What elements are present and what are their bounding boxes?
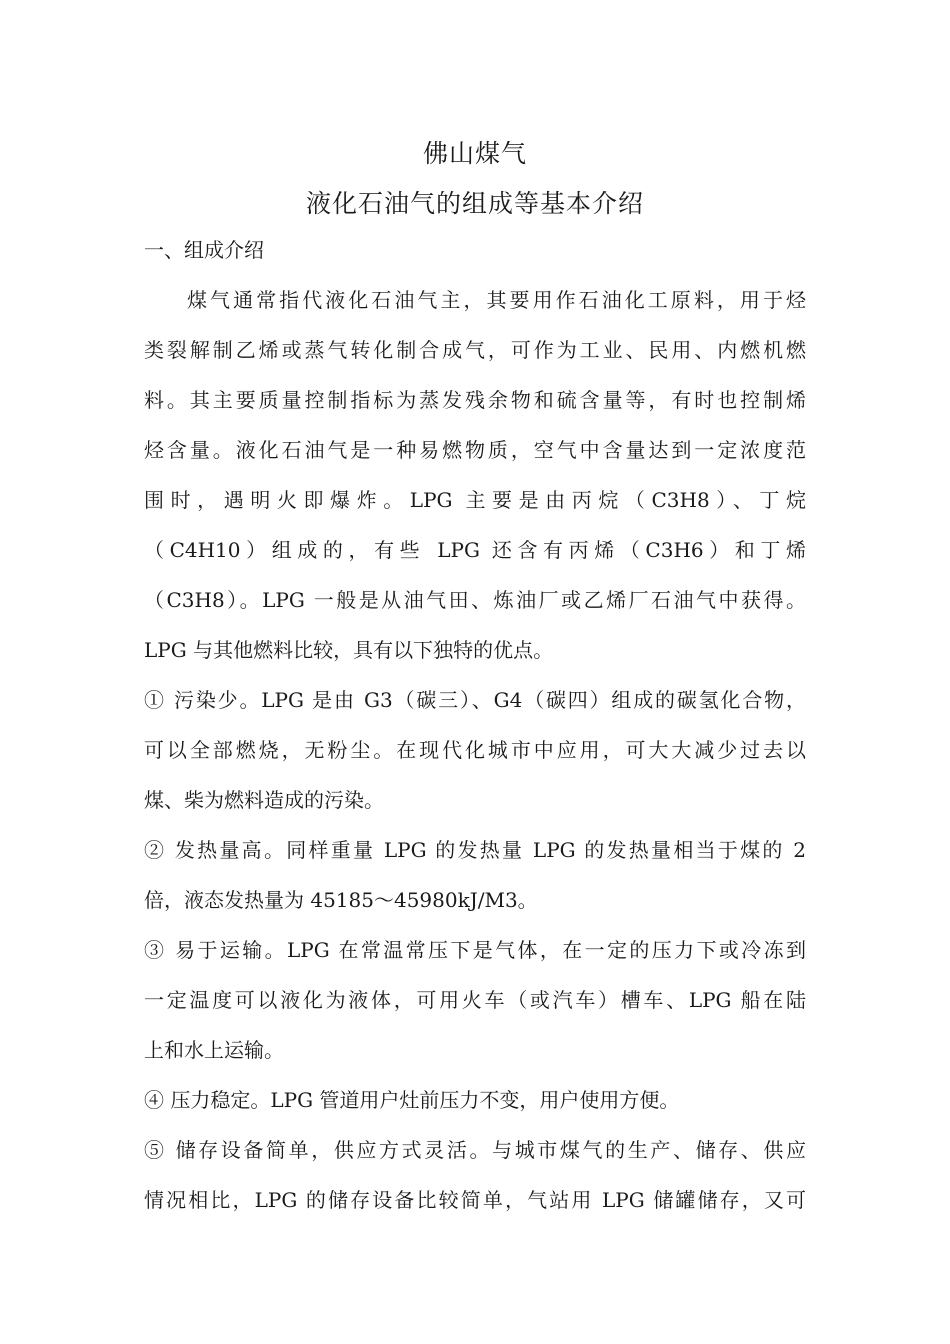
paragraph-line: （C4H10）组成的，有些 LPG 还含有丙烯（C3H6）和丁烯: [144, 538, 806, 562]
list-item-line: 可以全部燃烧，无粉尘。在现代化城市中应用，可大大减少过去以: [144, 738, 806, 762]
paragraph-line: 烃含量。液化石油气是一种易燃物质，空气中含量达到一定浓度范: [144, 438, 806, 462]
list-item-line: ⑤ 储存设备简单，供应方式灵活。与城市煤气的生产、储存、供应: [144, 1138, 806, 1162]
paragraph-line: 料。其主要质量控制指标为蒸发残余物和硫含量等，有时也控制烯: [144, 388, 806, 412]
list-item-line: 情况相比，LPG 的储存设备比较简单，气站用 LPG 储罐储存，又可: [144, 1188, 806, 1212]
list-item-line: ① 污染少。LPG 是由 G3（碳三）、G4（碳四）组成的碳氢化合物，: [144, 688, 806, 712]
paragraph-line: 围时，遇明火即爆炸。LPG 主要是由丙烷（C3H8）、丁烷: [144, 488, 806, 512]
list-item-line: 倍，液态发热量为 45185～45980kJ/M3。: [144, 888, 538, 912]
section-heading: 一、组成介绍: [144, 238, 264, 262]
paragraph-line: 煤气通常指代液化石油气主，其要用作石油化工原料，用于烃: [187, 288, 806, 312]
list-item-line: 一定温度可以液化为液体，可用火车（或汽车）槽车、LPG 船在陆: [144, 988, 806, 1012]
list-item-line: 上和水上运输。: [144, 1038, 284, 1062]
list-item-line: ② 发热量高。同样重量 LPG 的发热量 LPG 的发热量相当于煤的 2: [144, 838, 806, 862]
paragraph-line: 类裂解制乙烯或蒸气转化制合成气，可作为工业、民用、内燃机燃: [144, 338, 806, 362]
list-item-line: ③ 易于运输。LPG 在常温常压下是气体，在一定的压力下或冷冻到: [144, 938, 806, 962]
list-item-line: ④ 压力稳定。LPG 管道用户灶前压力不变，用户使用方便。: [144, 1088, 680, 1112]
paragraph-line: LPG 与其他燃料比较，具有以下独特的优点。: [144, 638, 554, 662]
paragraph-line: （C3H8）。LPG 一般是从油气田、炼油厂或乙烯厂石油气中获得。: [144, 588, 806, 612]
list-item-line: 煤、柴为燃料造成的污染。: [144, 788, 384, 812]
document-title: 佛山煤气: [422, 139, 527, 168]
document-subtitle: 液化石油气的组成等基本介绍: [305, 189, 644, 218]
